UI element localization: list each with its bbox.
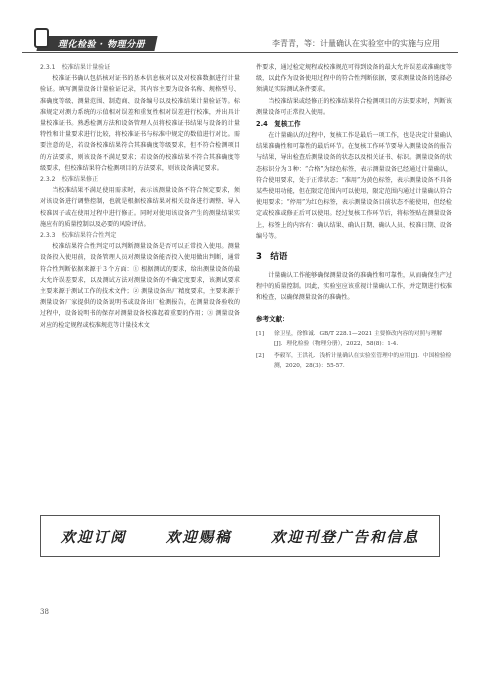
reference-number: [1] [256,330,265,337]
paragraph: 在计量确认的过程中，复核工作是最后一项工作，也是决定计量确认结果准确性和可靠性的最后环节。在复核工作环节要导入测量设备的报告与结果，导出检查后测量设备的状态以及相关证书、标识。测量设备的状态标识分为３种：“合格”为绿色标签，表示测量设备已经通过计量确认，符合使用要求，处于正常状态；“准用”为黄色标签，表示测量设备不具备某些使用功能，但在限定范围内可以使用，限定范围内通过计量确认符合使用要求；“停用”为红色标签，表示测量设备目前状态不能使用，但经检定或校准或修正后可以使用。经过复核工作环节后，将标签贴在测量设备上，标签上的内容有：确认结果、确认日期、确认人员、校准日期、设备编号等。 [256,132,452,240]
section-heading-2-3-3: 2.3.3 校准结果符合性判定 [40,232,117,240]
banner-advertise-text: 欢迎刊登广告和信息 [270,528,420,546]
reference-text: 李毅军，王洪礼．浅析计量确认在实验室管理中的应用[J]．中国检验检测，2020，28(3)：55-57. [274,352,452,369]
paragraph-continued: 件要求，通过检定规程或校准规范可得到设备的最大允许误差或准确度等级，以此作为设备使用过程中的符合性判断依据，要求测量设备的选择必须满足实际测试条件要求。 [256,64,452,94]
reference-text: 徐卫星，徐惟诚．GB/T 228.1—2021 主要修改内容的对照与理解[J]．理化检验（物理分册），2022，58(8)：1-4. [274,330,443,347]
advertisement-banner [40,515,440,557]
reference-item [256,329,452,349]
banner-submit-text: 欢迎赐稿 [165,528,232,546]
running-head: 李青青，等：计量确认在实验室中的实施与应用 [272,39,440,48]
section-heading-2-3-2: 2.3.2 校准结果修正 [40,176,99,184]
left-column [40,62,240,331]
section-heading-conclusion: 3 结语 [256,252,288,263]
paragraph: 当校准结果或经修正的校准结果符合检测项目的方法要求时，判断该测量设备可正常投入使用。 [256,97,452,116]
section-heading-2-4: 2.4 复核工作 [256,120,301,129]
page-number: 38 [40,608,49,616]
reference-number: [2] [256,352,265,359]
banner-subscribe-text: 欢迎订阅 [60,528,127,546]
paragraph: 计量确认工作能够确保测量设备的准确性和可靠性，从而确保生产过程中的质量控制。因此，实验室应该重视计量确认工作，并定期进行校准和检查，以确保测量设备的准确性。 [256,272,452,302]
section-heading-2-3-1: 2.3.1 校准结果计量验证 [40,64,111,71]
paragraph: 校准结果符合性判定可以判断测量设备是否可以正常投入使用。测量设备投入使用前，设备管理人员对测量设备能否投入使用做出判断，通常符合性判断依据来源于３个方面：① 根据测试的要求，给出测量设备的最大允许误差要求，以及测试方法对测量设备的不确定度要求，该测试要求主要来源于测试工作的技术文件；② 测量设备出厂精度要求，主要来源于测量设备厂家提供的设备说明书或设备出厂检测报告，在测量设备验收的过程中，设备说明书的保存对测量设备校准起着重要的作用；③ 测量设备对应的检定规程或校准规范等计量技术文 [40,243,240,329]
paragraph: 校准证书确认包括核对证书的基本信息核对以及对校准数据进行计量验证。填写测量设备计量验证记录，其内容主要为设备名称、规格型号、准确度等级、测量范围、制造商、设备编号以及校准结果计量验证等。标准规定对测力系统的示值相对误差和重复性相对误差进行校准，并出具计量校准证书。熟悉检测方法和设备管理人员将校准证书结果与设备的计量特性和计量要求进行比较，将校准证书与标准中规定的数值进行对比。需要注意的是，若设备校准结果符合其准确度等级要求，但不符合检测项目的方法要求，则该设备不满足要求；若设备的校准结果不符合其准确度等级要求，但校准结果符合检测项目的方法要求，则该设备满足要求。 [40,75,240,172]
paragraph: 当校准结果不满足使用需求时，表示该测量设备不符合预定要求，须对该设备进行调整控制，也就是根据校准结果对相关设备进行调整、导入校准因子或在使用过程中进行修正。同时对使用该设备产生的测量结果实施应有的质量控制以及必要的风险评估。 [40,187,240,228]
journal-logo-text: 理化检验 · 物理分册 [58,40,146,50]
reference-item [256,351,452,371]
header-rule [22,52,458,53]
right-column [256,62,452,373]
references-title: 参考文献： [256,314,289,323]
journal-logo-icon [34,28,49,48]
